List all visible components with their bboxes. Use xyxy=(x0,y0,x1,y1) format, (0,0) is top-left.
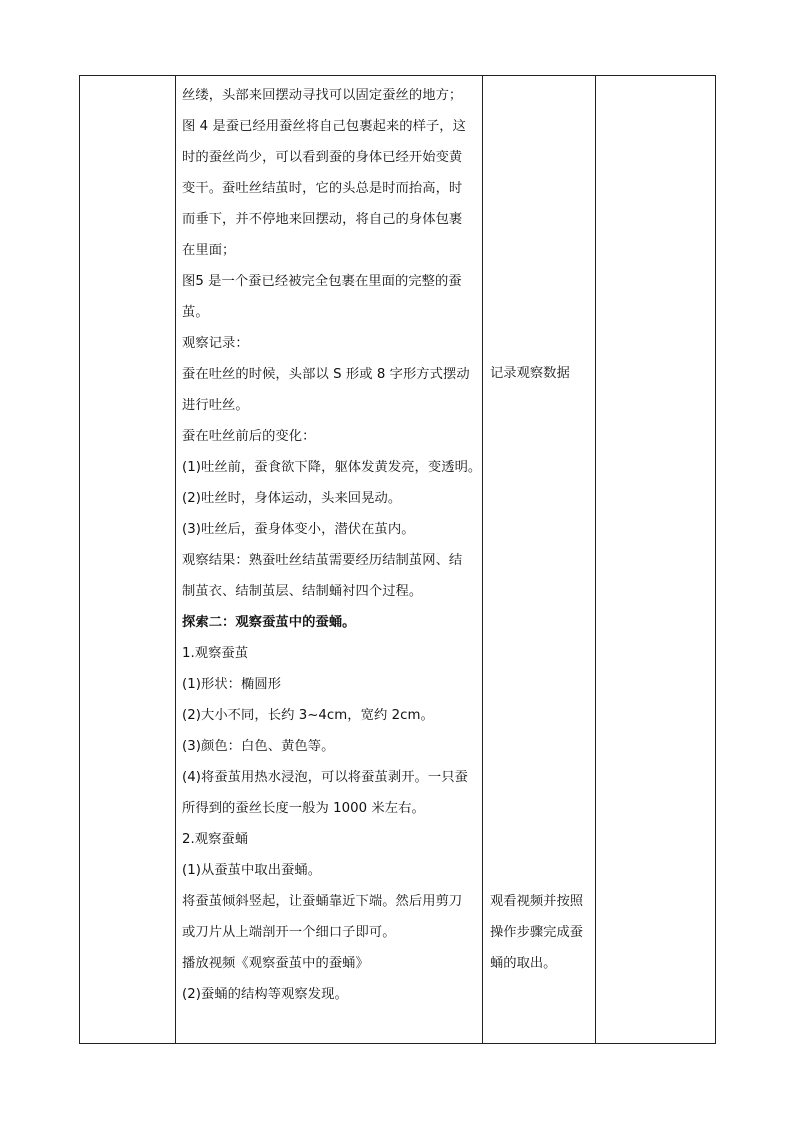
content-line: 1.观察蚕茧 xyxy=(182,646,249,661)
lesson-plan-table xyxy=(79,75,716,1044)
student-activity-line: 蛹的取出。 xyxy=(490,956,557,971)
content-line: (2)吐丝时，身体运动，头来回晃动。 xyxy=(182,491,402,506)
content-line: (1)吐丝前，蚕食欲下降，躯体发黄发亮，变透明。 xyxy=(182,460,482,475)
student-activity-line: 观看视频并按照 xyxy=(490,894,584,909)
student-activity-line: 操作步骤完成蚕 xyxy=(490,925,584,940)
content-line: 蚕在吐丝前后的变化： xyxy=(182,429,316,444)
content-line: 制茧衣、结制茧层、结制蛹衬四个过程。 xyxy=(182,584,423,599)
teaching-stage-cell xyxy=(80,76,176,1044)
content-line: (3)颜色：白色、黄色等。 xyxy=(182,739,335,754)
student-activity-record: 记录观察数据 xyxy=(490,366,570,381)
content-line: 将蚕茧倾斜竖起，让蚕蛹靠近下端。然后用剪刀 xyxy=(182,894,463,909)
design-intent-cell xyxy=(596,76,716,1044)
content-line: 播放视频《观察蚕茧中的蚕蛹》 xyxy=(182,956,369,971)
content-line: 探索二：观察蚕茧中的蚕蛹。 xyxy=(182,615,356,630)
content-lines xyxy=(182,80,482,1010)
content-line: (2)大小不同，长约 3~4cm，宽约 2cm。 xyxy=(182,708,434,723)
table-row xyxy=(80,76,716,1044)
content-line: 蚕在吐丝的时候，头部以 S 形或 8 字形方式摆动 xyxy=(182,367,470,382)
content-line: 所得到的蚕丝长度一般为 1000 米左右。 xyxy=(182,801,425,816)
content-line: 图 4 是蚕已经用蚕丝将自己包裹起来的样子，这 xyxy=(182,119,466,134)
content-line: (4)将蚕茧用热水浸泡，可以将蚕茧剥开。一只蚕 xyxy=(182,770,468,785)
content-line: 茧。 xyxy=(182,305,209,320)
content-line: 图5 是一个蚕已经被完全包裹在里面的完整的蚕 xyxy=(182,274,462,289)
content-line: 观察结果：熟蚕吐丝结茧需要经历结制茧网、结 xyxy=(182,553,463,568)
content-line: 而垂下，并不停地来回摆动，将自己的身体包裹 xyxy=(182,212,463,227)
content-line: 2.观察蚕蛹 xyxy=(182,832,249,847)
content-line: 进行吐丝。 xyxy=(182,398,249,413)
content-line: 观察记录： xyxy=(182,336,249,351)
content-line: 或刀片从上端剖开一个细口子即可。 xyxy=(182,925,396,940)
teaching-content-cell xyxy=(176,76,483,1044)
content-line: (3)吐丝后，蚕身体变小，潜伏在茧内。 xyxy=(182,522,415,537)
content-line: 丝缕，头部来回摆动寻找可以固定蚕丝的地方； xyxy=(182,88,463,103)
content-line: 时的蚕丝尚少，可以看到蚕的身体已经开始变黄 xyxy=(182,150,463,165)
content-line: (2)蚕蛹的结构等观察发现。 xyxy=(182,987,348,1002)
content-line: (1)从蚕茧中取出蚕蛹。 xyxy=(182,863,322,878)
content-line: 变干。蚕吐丝结茧时，它的头总是时而抬高，时 xyxy=(182,181,463,196)
content-line: 在里面； xyxy=(182,243,236,258)
student-activity-cell xyxy=(483,76,596,1044)
student-activity-video xyxy=(490,886,583,979)
content-line: (1)形状：椭圆形 xyxy=(182,677,282,692)
